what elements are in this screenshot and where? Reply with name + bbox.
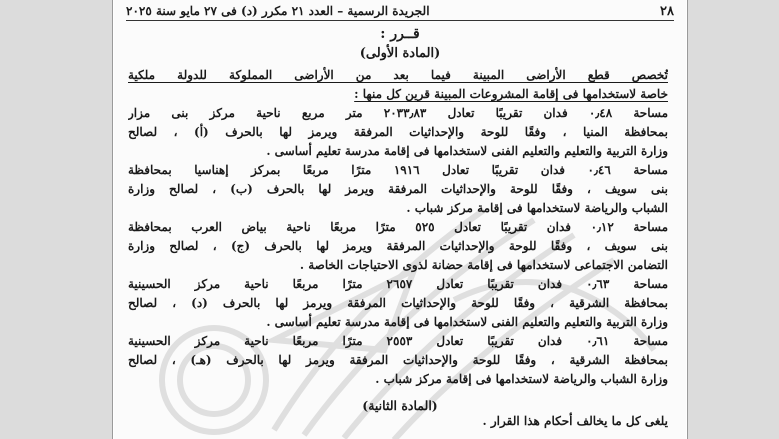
- text-line: الشباب والرياضة لاستخدامها فى إقامة مركز شباب .: [406, 201, 668, 215]
- document-page: [114, 0, 686, 439]
- right-margin: [687, 0, 779, 439]
- left-margin: [0, 0, 113, 439]
- text-line: وزارة الشباب والرياضة لاستخدامها فى إقامة مركز شباب .: [375, 372, 668, 386]
- gazette-info: الجريدة الرسمية – العدد ٢١ مكرر (د) فى ٢٧ مايو سنة ٢٠٢٥: [126, 4, 430, 18]
- text-line: مساحة ٠٫١٢ فدان تقريبًا تعادل ٥٢٥ مترًا مربعًا ناحية بياض العرب بمحافظة: [128, 220, 668, 234]
- article-two-text: يلغى كل ما يخالف أحكام هذا القرار .: [482, 414, 668, 428]
- text-line: التضامن الاجتماعى لاستخدامها فى إقامة حضانة لذوى الاحتياجات الخاصة .: [299, 258, 668, 272]
- page-number: ٢٨: [660, 3, 674, 19]
- text-line: وزارة التربية والتعليم والتعليم الفنى لاستخدامها فى إقامة مدرسة تعليم أساسى .: [266, 144, 668, 158]
- article-one-body: [128, 66, 668, 389]
- text-line: مساحة ٠٫٤٨ فدان تقريبًا تعادل ٢٠٣٣٫٨٣ متر مربع ناحية مركز بنى مزار: [128, 106, 668, 120]
- text-line: بمحافظة الشرقية ، وفقًا للوحة والإحداثيات المرفقة ويرمز لها بالحرف (هـ) ، لصالح: [128, 353, 668, 367]
- text-line: بنى سويف ، وفقًا للوحة والإحداثيات المرفقة ويرمز لها بالحرف (ج) ، لصالح وزارة: [128, 239, 668, 253]
- text-line: بنى سويف ، وفقًا للوحة والإحداثيات المرفقة ويرمز لها بالحرف (ب) ، لصالح وزارة: [128, 182, 668, 196]
- text-line: مساحة ٠٫٦١ فدان تقريبًا تعادل ٢٥٥٣ مترًا مربعًا ناحية مركز الحسينية: [128, 334, 668, 348]
- text-line: وزارة التربية والتعليم والتعليم الفنى لاستخدامها فى إقامة مدرسة تعليم أساسى .: [266, 315, 668, 329]
- page-header: [126, 2, 674, 21]
- article-two-title: (المادة الثانية): [362, 398, 438, 413]
- text-line: مساحة ٠٫٦٣ فدان تقريبًا تعادل ٢٦٥٧ مترًا مربعًا ناحية مركز الحسينية: [128, 277, 668, 291]
- text-line: مساحة ٠٫٤٦ فدان تقريبًا تعادل ١٩١٦ مترًا مربعًا بمركز إهناسيا بمحافظة: [128, 163, 668, 177]
- article-one-title: (المادة الأولى): [359, 46, 441, 61]
- text-line: بمحافظة المنيا ، وفقًا للوحة والإحداثيات المرفقة ويرمز لها بالحرف (أ) ، لصالح: [128, 125, 668, 139]
- text-line: تُخصص قطع الأراضى المبينة فيما بعد من الأراضى المملوكة للدولة ملكية: [128, 68, 668, 82]
- text-line: بمحافظة الشرقية ، وفقًا للوحة والإحداثيات المرفقة ويرمز لها بالحرف (د) ، لصالح: [128, 296, 668, 310]
- decision-title: قــرر :: [380, 26, 420, 42]
- text-line: خاصة لاستخدامها فى إقامة المشروعات المبينة قرين كل منها :: [354, 87, 668, 101]
